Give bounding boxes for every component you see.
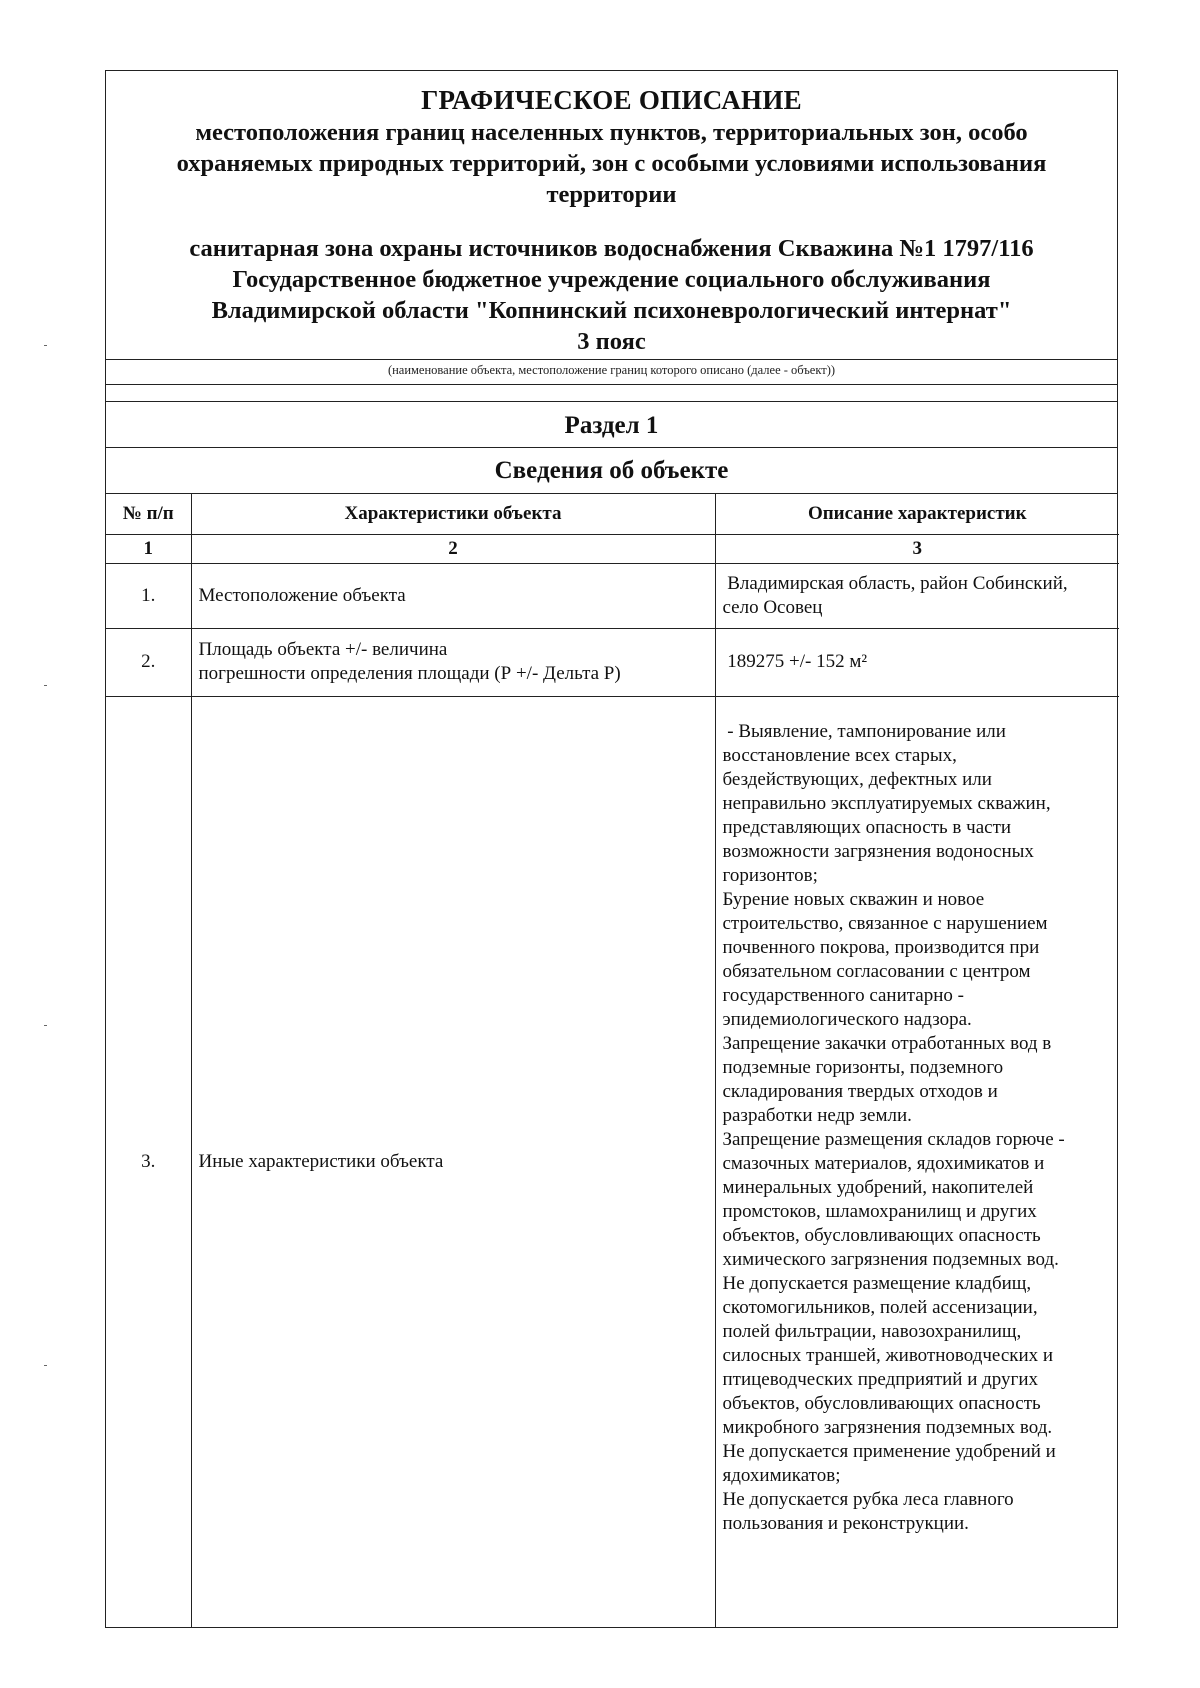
description-line: полей фильтрации, навозохранилищ,: [722, 1320, 1022, 1342]
margin-mark: [44, 1365, 47, 1366]
description-line: складирования твердых отходов и: [722, 1080, 998, 1102]
description-line: почвенного покрова, производится при: [722, 936, 1040, 958]
description-line: пользования и реконструкции.: [722, 1512, 969, 1534]
description-line: эпидемиологического надзора.: [722, 1008, 972, 1030]
description-line: подземные горизонты, подземного: [722, 1056, 1004, 1078]
description-line: строительство, связанное с нарушением: [722, 912, 1048, 934]
description-line: - Выявление, тампонирование или: [722, 720, 1006, 742]
table-header-row: [106, 494, 1119, 534]
description-line: птицеводческих предприятий и других: [722, 1368, 1039, 1390]
description-line: бездействующих, дефектных или: [722, 768, 992, 790]
description-list: [723, 718, 1112, 1606]
document-title: ГРАФИЧЕСКОЕ ОПИСАНИЕ: [421, 85, 802, 115]
margin-mark: [44, 1025, 47, 1026]
row-number: 3.: [106, 696, 191, 1627]
description-line: объектов, обусловливающих опасность: [722, 1224, 1041, 1246]
row-characteristic: Местоположение объекта: [191, 563, 715, 628]
description-line: восстановление всех старых,: [722, 744, 957, 766]
description-line: смазочных материалов, ядохимикатов и: [722, 1152, 1045, 1174]
column-number-row: [106, 534, 1119, 563]
object-info-table: [106, 494, 1119, 1627]
description-line: ядохимикатов;: [722, 1464, 841, 1486]
description-line: обязательном согласовании с центром: [722, 960, 1031, 982]
header-cell-number: № п/п: [106, 494, 191, 534]
description-line: Владимирская область, район Собинский,: [722, 572, 1068, 594]
description-line: Бурение новых скважин и новое: [722, 888, 985, 910]
row-characteristic: Иные характеристики объекта: [191, 696, 715, 1627]
row-characteristic: [191, 628, 715, 696]
divider: [106, 384, 1117, 385]
divider: [106, 447, 1117, 448]
object-name-line: Владимирской области "Копнинский психоневрологический интернат": [211, 297, 1012, 324]
document-header: [106, 71, 1117, 359]
description-line: Запрещение закачки отработанных вод в: [722, 1032, 1052, 1054]
description-line: химического загрязнения подземных вод.: [722, 1248, 1059, 1270]
header-cell-description: Описание характеристик: [715, 494, 1119, 534]
document-frame: [105, 70, 1118, 1628]
row-description: 189275 +/- 152 м²: [715, 628, 1119, 696]
table-row: [106, 696, 1119, 1627]
description-line: промстоков, шламохранилищ и других: [722, 1200, 1037, 1222]
description-line: государственного санитарно -: [722, 984, 964, 1006]
description-line: Не допускается применение удобрений и: [722, 1440, 1056, 1462]
document-subtitle: [106, 117, 1117, 210]
description-line: разработки недр земли.: [722, 1104, 912, 1126]
description-line: Запрещение размещения складов горюче -: [722, 1128, 1065, 1150]
margin-mark: [44, 345, 47, 346]
column-number: 2: [191, 534, 715, 563]
description-line: горизонтов;: [722, 864, 818, 886]
margin-mark: [44, 685, 47, 686]
description-line: микробного загрязнения подземных вод.: [722, 1416, 1053, 1438]
description-line: Не допускается рубка леса главного: [722, 1488, 1014, 1510]
description-line: минеральных удобрений, накопителей: [722, 1176, 1034, 1198]
subtitle-line: местоположения границ населенных пунктов, территориальных зон, особо: [195, 119, 1028, 146]
table-row: [106, 563, 1119, 628]
object-name-line: санитарная зона охраны источников водоснабжения Скважина №1 1797/116: [189, 235, 1034, 262]
description-line: объектов, обусловливающих опасность: [722, 1392, 1041, 1414]
subtitle-line: охраняемых природных территорий, зон с особыми условиями использования: [176, 150, 1047, 177]
description-line: силосных траншей, животноводческих и: [722, 1344, 1054, 1366]
zone-belt: 3 пояс: [577, 328, 646, 355]
description-line: Не допускается размещение кладбищ,: [722, 1272, 1032, 1294]
description-line: неправильно эксплуатируемых скважин,: [722, 792, 1051, 814]
description-line: возможности загрязнения водоносных: [722, 840, 1034, 862]
characteristic-line: погрешности определения площади (Р +/- Дельта Р): [198, 663, 621, 684]
divider: [106, 401, 1117, 402]
description-line: село Осовец: [722, 596, 823, 618]
column-number: 1: [106, 534, 191, 563]
row-description: [715, 696, 1119, 1627]
description-line: скотомогильников, полей ассенизации,: [722, 1296, 1038, 1318]
divider: [106, 359, 1117, 360]
row-description: [715, 563, 1119, 628]
header-cell-characteristic: Характеристики объекта: [191, 494, 715, 534]
row-number: 2.: [106, 628, 191, 696]
section-title: Раздел 1: [564, 412, 659, 439]
object-name-line: Государственное бюджетное учреждение социального обслуживания: [232, 266, 991, 293]
column-number: 3: [715, 534, 1119, 563]
characteristic-line: Площадь объекта +/- величина: [198, 639, 448, 660]
section-subtitle: Сведения об объекте: [494, 457, 729, 484]
description-line: представляющих опасность в части: [722, 816, 1012, 838]
subtitle-line: территории: [546, 181, 677, 208]
object-name: [106, 233, 1117, 326]
object-caption: (наименование объекта, местоположение границ которого описано (далее - объект)): [387, 363, 836, 377]
table-row: [106, 628, 1119, 696]
row-number: 1.: [106, 563, 191, 628]
